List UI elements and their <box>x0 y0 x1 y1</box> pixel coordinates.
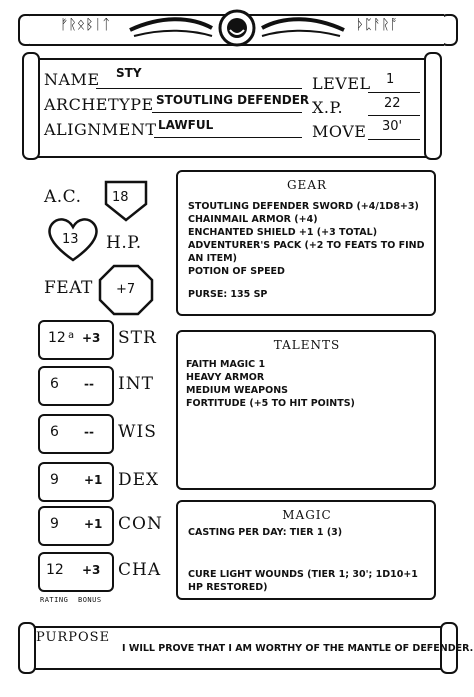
stat-name-cha: CHA <box>118 560 162 580</box>
ac-label: A.C. <box>44 187 82 207</box>
gear-item: ENCHANTED SHIELD +1 (+3 TOTAL) <box>188 227 378 238</box>
talents-title: TALENTS <box>273 338 341 352</box>
hp-value: 13 <box>62 232 79 247</box>
stat-bonus-str: +3 <box>82 331 101 345</box>
stat-rating-int: 6 <box>50 376 59 392</box>
feat-value: +7 <box>116 282 136 297</box>
gear-list <box>188 200 428 278</box>
level-value: 1 <box>386 72 395 87</box>
magic-panel <box>176 500 438 602</box>
stat-rating-str: 12 <box>48 330 66 346</box>
magic-spell: CURE LIGHT WOUNDS (TIER 1; 30'; 1D10+1 HP RESTORED) <box>188 569 418 593</box>
stat-bonus-int: -- <box>84 377 94 391</box>
stat-rating-dex: 9 <box>50 472 59 488</box>
talents-panel <box>176 330 438 492</box>
alignment-label: ALIGNMENT <box>44 120 157 139</box>
name-label: NAME <box>44 70 100 89</box>
stat-rating-con: 9 <box>50 516 59 532</box>
stat-name-int: INT <box>118 374 154 394</box>
purpose-text: I WILL PROVE THAT I AM WORTHY OF THE MANTLE OF DEFENDER. <box>122 643 474 654</box>
magic-casting: CASTING PER DAY: TIER 1 (3) <box>188 527 343 538</box>
banner-right-runes: ᚦᛈᚨᚱᚩ <box>356 17 398 33</box>
talent-item: MEDIUM WEAPONS <box>186 385 288 396</box>
stat-icon-str: a <box>68 330 75 341</box>
gear-item: STOUTLING DEFENDER SWORD (+4/1D8+3) <box>188 201 419 212</box>
gear-purse: PURSE: 135 SP <box>188 289 268 300</box>
stat-name-str: STR <box>118 328 157 348</box>
stat-name-wis: WIS <box>118 422 157 442</box>
stat-bonus-cha: +3 <box>82 563 101 577</box>
banner-left-runes: ᚠᚱᛟᛒᛁᛏ <box>60 17 111 33</box>
gear-item: ADVENTURER'S PACK (+2 TO FEATS TO FIND AN ITEM) <box>188 240 425 264</box>
stat-bonus-con: +1 <box>84 517 103 531</box>
move-label: MOVE <box>312 122 367 141</box>
talents-list <box>186 358 426 410</box>
purpose-label: PURPOSE <box>36 630 111 645</box>
stat-bonus-dex: +1 <box>84 473 103 487</box>
gear-item: POTION OF SPEED <box>188 266 285 277</box>
stat-rating-cha: 12 <box>46 562 64 578</box>
move-value: 30' <box>382 119 403 134</box>
stat-legend-bonus: BONUS <box>78 596 102 604</box>
alignment-value: LAWFUL <box>158 118 214 132</box>
xp-label: X.P. <box>312 98 344 117</box>
stat-name-dex: DEX <box>118 470 160 490</box>
stat-rating-wis: 6 <box>50 424 59 440</box>
talent-item: FORTITUDE (+5 TO HIT POINTS) <box>186 398 355 409</box>
talent-item: FAITH MAGIC 1 <box>186 359 266 370</box>
xp-value: 22 <box>384 96 401 111</box>
archetype-value: STOUTLING DEFENDER <box>156 93 310 107</box>
gear-title: GEAR <box>286 178 328 192</box>
ac-value: 18 <box>112 190 129 205</box>
feat-label: FEAT <box>44 278 93 298</box>
level-label: LEVEL <box>312 74 371 93</box>
gear-panel <box>176 170 438 318</box>
stat-name-con: CON <box>118 514 163 534</box>
stat-legend-rating: RATING <box>40 596 69 604</box>
archetype-label: ARCHETYPE <box>44 95 154 114</box>
talent-item: HEAVY ARMOR <box>186 372 265 383</box>
magic-title: MAGIC <box>282 508 332 522</box>
hp-label: H.P. <box>106 233 142 253</box>
stat-bonus-wis: -- <box>84 425 94 439</box>
gear-item: CHAINMAIL ARMOR (+4) <box>188 214 318 225</box>
dragon-emblem-icon <box>120 8 354 48</box>
name-value: STY <box>116 66 142 80</box>
